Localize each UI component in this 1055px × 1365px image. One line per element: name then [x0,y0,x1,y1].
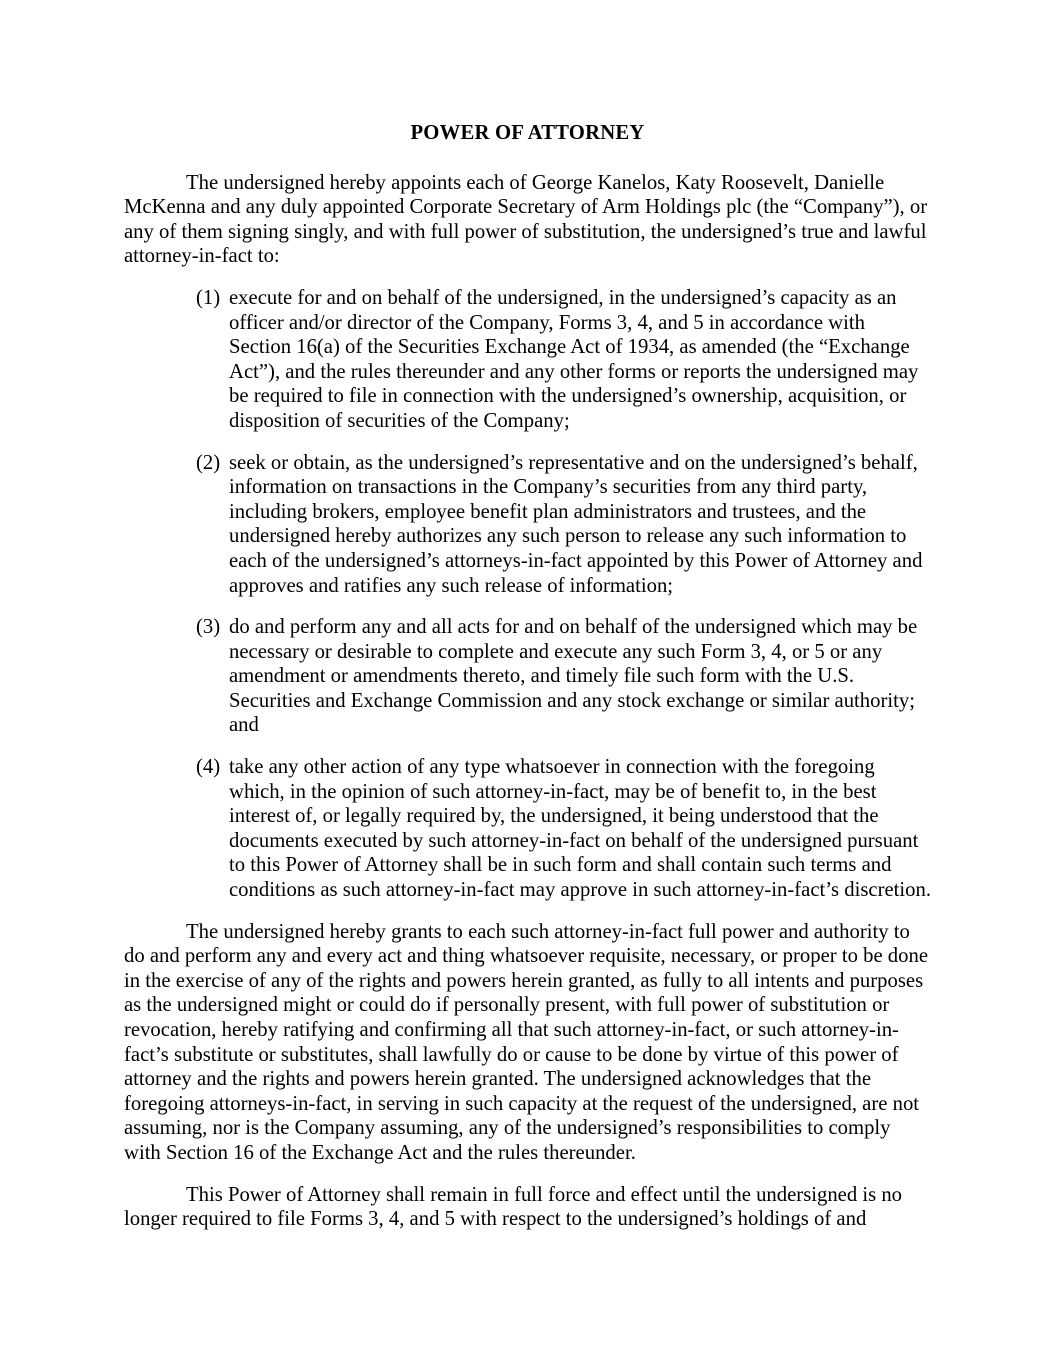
item-text: execute for and on behalf of the undersigned, in the undersigned’s capacity as an officer and/or director of the Company, Forms 3, 4, and 5 in accordance with Section 16(a) of the Securities Exchange Act of 1934, as amended (the “Exchange Act”), and the rules thereunder and any other forms or reports the undersigned may be required to file in connection with the undersigned’s ownership, acquisition, or disposition of securities of the Company; [229,286,919,432]
poa-item-1 [196,286,931,434]
item-number: (1) [196,286,221,309]
document-title: POWER OF ATTORNEY [410,122,645,144]
intro-paragraph: The undersigned hereby appoints each of George Kanelos, Katy Roosevelt, Danielle McKenna and any duly appointed Corporate Secretary of Arm Holdings plc (the “Company”), or any of them signing singly, and with full power of substitution, the undersigned’s true and lawful attorney-in-fact to: [124,171,928,268]
item-number: (3) [196,616,221,639]
grant-paragraph: The undersigned hereby grants to each such attorney-in-fact full power and authority to do and perform any and every act and thing whatsoever requisite, necessary, or proper to be done in the exercise of any of the rights and powers herein granted, as fully to all intents and purposes as the undersigned might or could do if personally present, with full power of substitution or revocation, hereby ratifying and confirming all that such attorney-in-fact, or such attorney-in-fact’s substitute or substitutes, shall lawfully do or cause to be done by virtue of this power of attorney and the rights and powers herein granted. The undersigned acknowledges that the foregoing attorneys-in-fact, in serving in such capacity at the request of the undersigned, are not assuming, nor is the Company assuming, any of the undersigned’s responsibilities to comply with Section 16 of the Exchange Act and the rules thereunder. [124,920,929,1164]
closing-paragraph: This Power of Attorney shall remain in full force and effect until the undersigned is no longer required to file Forms 3, 4, and 5 with respect to the undersigned’s holdings of and [124,1183,903,1231]
item-text: do and perform any and all acts for and on behalf of the undersigned which may be necessary or desirable to complete and execute any such Form 3, 4, or 5 or any amendment or amendments thereto, and timely file such form with the U.S. Securities and Exchange Commission and any stock exchange or similar authority; and [229,616,918,737]
item-text: take any other action of any type whatsoever in connection with the foregoing which, in the opinion of such attorney-in-fact, may be of benefit to, in the best interest of, or legally required by, the undersigned, it being understood that the documents executed by such attorney-in-fact on behalf of the undersigned pursuant to this Power of Attorney shall be in such form and shall contain such terms and conditions as such attorney-in-fact may approve in such attorney-in-fact’s discretion. [229,756,932,902]
item-text: seek or obtain, as the undersigned’s representative and on the undersigned’s behalf, information on transactions in the Company’s securities from any third party, including brokers, employee benefit plan administrators and trustees, and the undersigned hereby authorizes any such person to release any such information to each of the undersigned’s attorneys-in-fact appointed by this Power of Attorney and approves and ratifies any such release of information; [229,451,923,597]
poa-item-3 [196,615,931,738]
item-number: (4) [196,756,221,779]
item-number: (2) [196,451,221,474]
poa-item-2 [196,451,931,599]
poa-item-4 [196,755,931,903]
